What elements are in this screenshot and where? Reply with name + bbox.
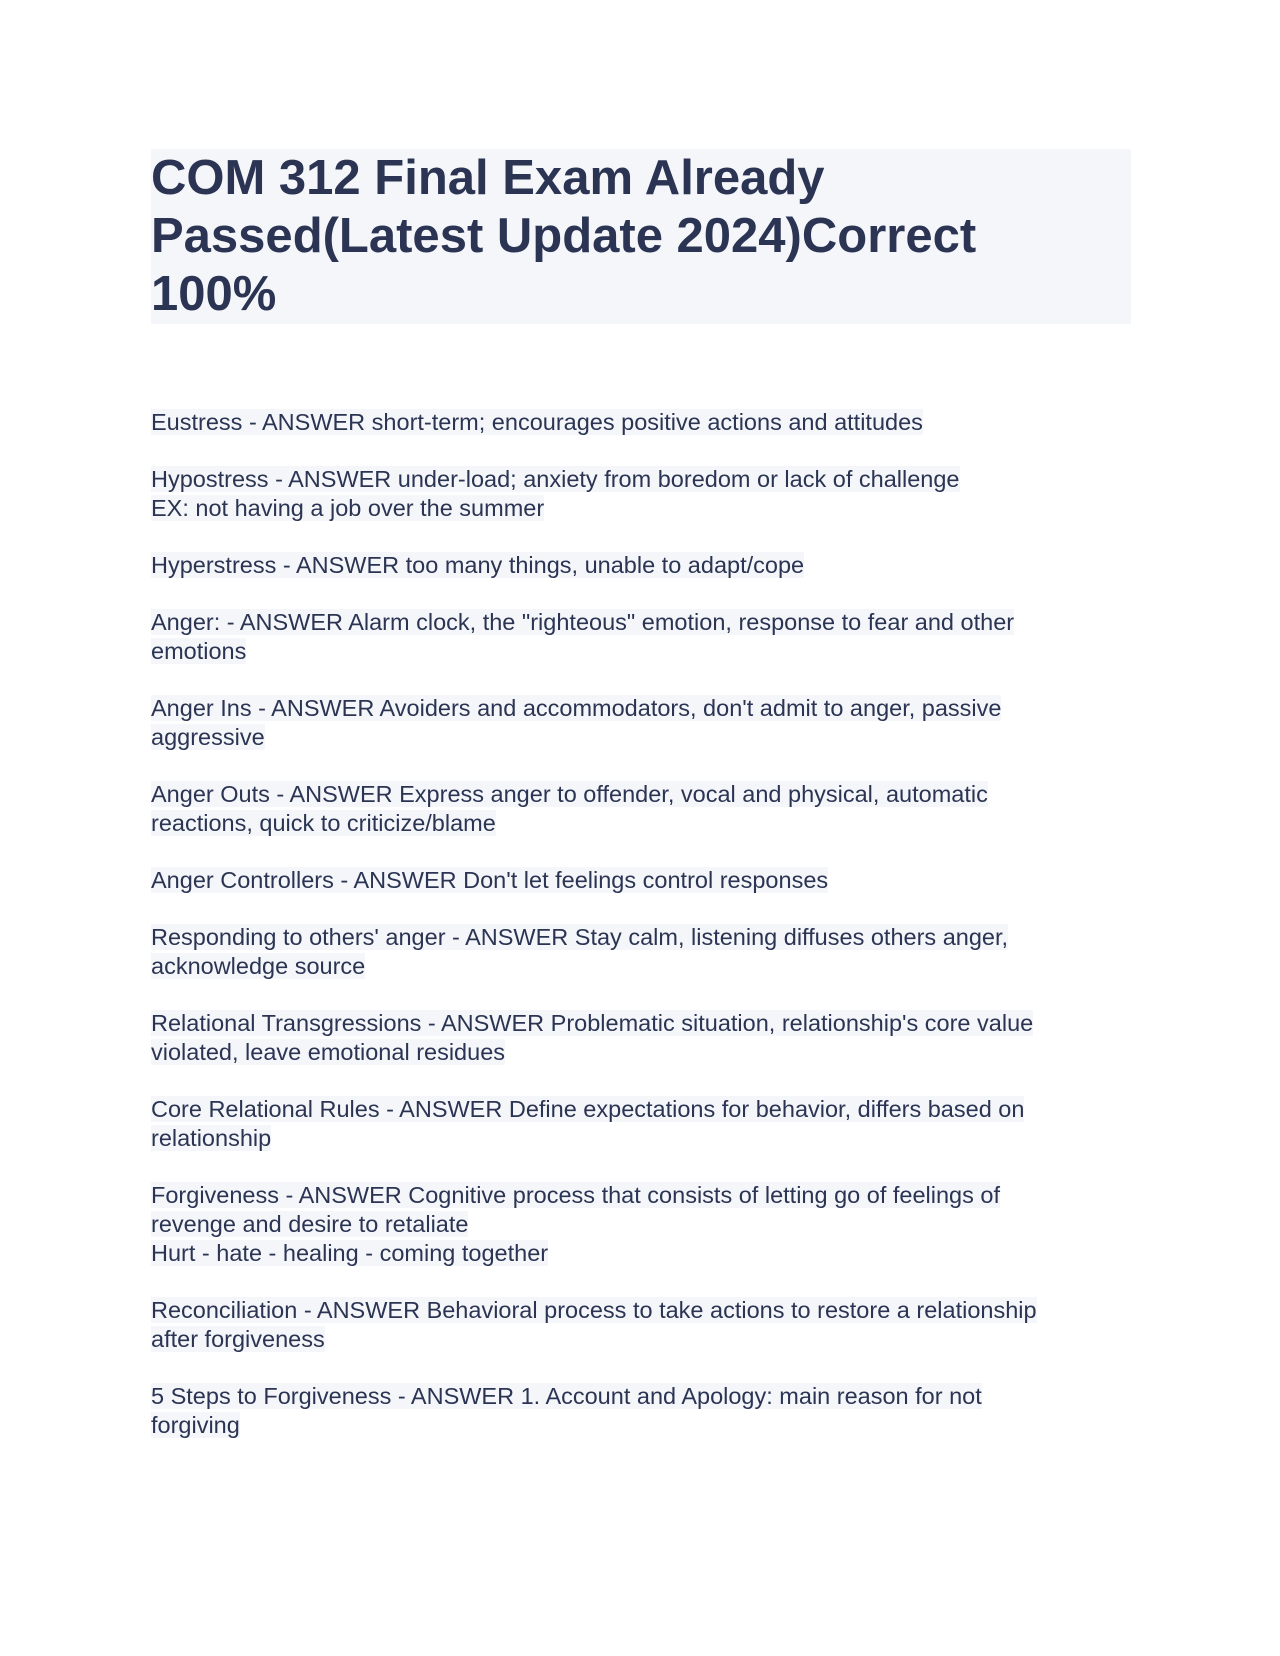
entry-line-text: aggressive xyxy=(151,724,265,750)
qa-entry xyxy=(151,866,1131,895)
entry-line-text: Eustress - ANSWER short-term; encourages positive actions and attitudes xyxy=(151,409,923,435)
entry-line-text: Reconciliation - ANSWER Behavioral process to take actions to restore a relationship xyxy=(151,1297,1037,1323)
entry-line xyxy=(151,952,1131,981)
entry-line xyxy=(151,923,1131,952)
qa-entry xyxy=(151,608,1131,666)
entry-line-text: Relational Transgressions - ANSWER Problematic situation, relationship's core value xyxy=(151,1010,1034,1036)
entry-line xyxy=(151,1095,1131,1124)
entry-line-text: Hypostress - ANSWER under-load; anxiety from boredom or lack of challenge xyxy=(151,466,960,492)
entry-line-text: relationship xyxy=(151,1125,272,1151)
entry-line xyxy=(151,551,1131,580)
entry-line-text: 5 Steps to Forgiveness - ANSWER 1. Account and Apology: main reason for not xyxy=(151,1383,982,1409)
qa-entry xyxy=(151,465,1131,523)
entry-line xyxy=(151,1411,1131,1440)
entry-line xyxy=(151,1382,1131,1411)
qa-entry xyxy=(151,694,1131,752)
entry-line-text: reactions, quick to criticize/blame xyxy=(151,810,496,836)
entry-line xyxy=(151,780,1131,809)
entry-line xyxy=(151,637,1131,666)
qa-entry xyxy=(151,1009,1131,1067)
entry-line-text: Anger: - ANSWER Alarm clock, the "righteous" emotion, response to fear and other xyxy=(151,609,1015,635)
entry-line-text: Anger Ins - ANSWER Avoiders and accommodators, don't admit to anger, passive xyxy=(151,695,1002,721)
qa-entry xyxy=(151,551,1131,580)
entry-line xyxy=(151,1009,1131,1038)
entry-line-text: Responding to others' anger - ANSWER Stay calm, listening diffuses others anger, xyxy=(151,924,1009,950)
qa-entry xyxy=(151,408,1131,437)
entry-line-text: emotions xyxy=(151,638,247,664)
entry-line xyxy=(151,1296,1131,1325)
entry-line xyxy=(151,1038,1131,1067)
entry-line-text: acknowledge source xyxy=(151,953,366,979)
entry-line xyxy=(151,1124,1131,1153)
title-block xyxy=(151,149,1131,324)
entry-line xyxy=(151,809,1131,838)
qa-entry xyxy=(151,1181,1131,1268)
entry-line-text: revenge and desire to retaliate xyxy=(151,1211,469,1237)
qa-entry xyxy=(151,923,1131,981)
qa-entry xyxy=(151,1095,1131,1153)
entry-line xyxy=(151,408,1131,437)
entry-line-text: Forgiveness - ANSWER Cognitive process that consists of letting go of feelings of xyxy=(151,1182,1001,1208)
entry-line xyxy=(151,1181,1131,1210)
entry-line-text: Anger Outs - ANSWER Express anger to offender, vocal and physical, automatic xyxy=(151,781,988,807)
entry-line-text: Hyperstress - ANSWER too many things, unable to adapt/cope xyxy=(151,552,805,578)
entry-line-text: forgiving xyxy=(151,1412,240,1438)
qa-entry xyxy=(151,1382,1131,1440)
entry-line xyxy=(151,608,1131,637)
entry-line xyxy=(151,694,1131,723)
entry-line xyxy=(151,494,1131,523)
entry-line xyxy=(151,465,1131,494)
entry-line xyxy=(151,1210,1131,1239)
entry-line xyxy=(151,1325,1131,1354)
entry-line-text: Anger Controllers - ANSWER Don't let feelings control responses xyxy=(151,867,829,893)
qa-entries xyxy=(151,408,1131,1468)
entry-line xyxy=(151,866,1131,895)
entry-line-text: EX: not having a job over the summer xyxy=(151,495,545,521)
entry-line xyxy=(151,723,1131,752)
entry-line-text: violated, leave emotional residues xyxy=(151,1039,506,1065)
document-title: COM 312 Final Exam Already Passed(Latest Update 2024)Correct 100% xyxy=(151,151,977,321)
qa-entry xyxy=(151,780,1131,838)
entry-line-text: after forgiveness xyxy=(151,1326,325,1352)
qa-entry xyxy=(151,1296,1131,1354)
entry-line xyxy=(151,1239,1131,1268)
entry-line-text: Hurt - hate - healing - coming together xyxy=(151,1240,549,1266)
entry-line-text: Core Relational Rules - ANSWER Define expectations for behavior, differs based on xyxy=(151,1096,1025,1122)
